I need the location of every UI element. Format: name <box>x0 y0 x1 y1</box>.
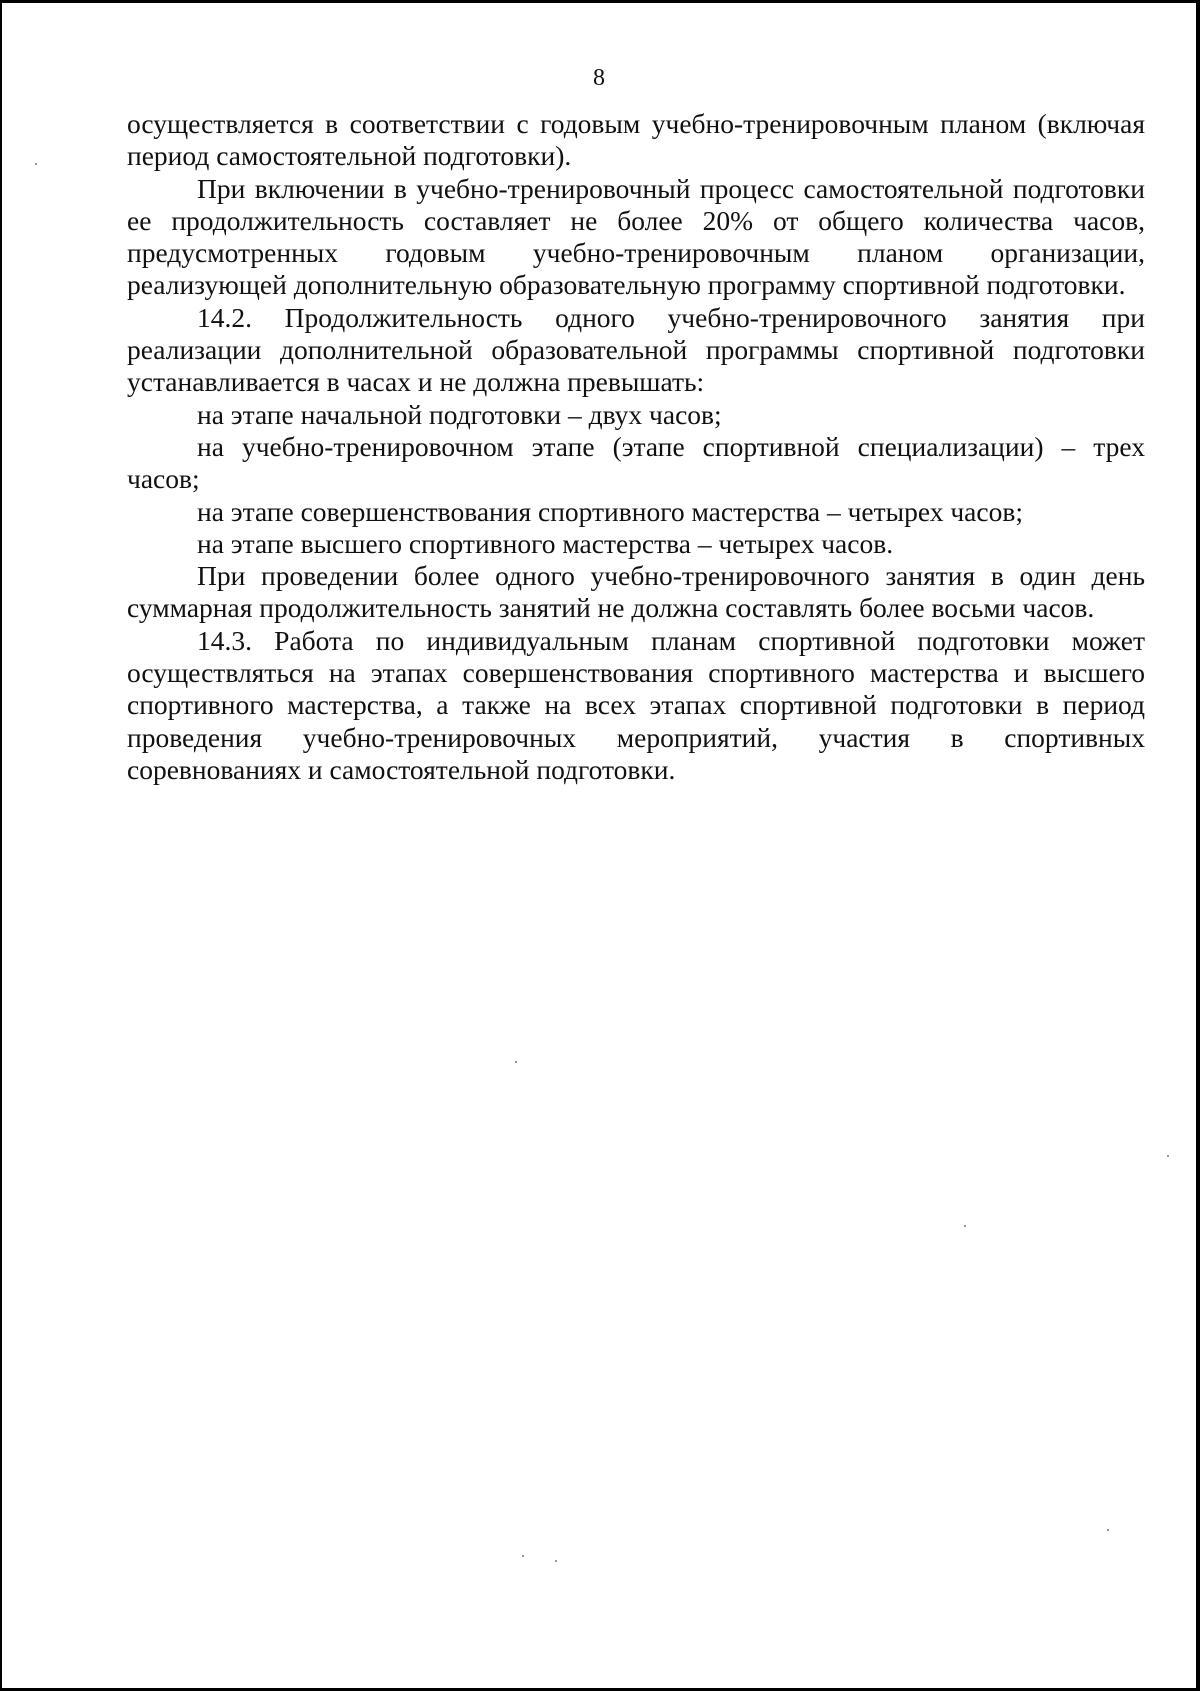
list-item-initial-stage: на этапе начальной подготовки – двух часов; <box>197 398 722 430</box>
scan-speck <box>964 1225 966 1227</box>
paragraph-14-2: 14.2. Продолжительность одного учебно-тренировочного занятия при реализации дополнительной образовательной программы спортивной подготовки устанавливается в часах и не должна превышать: <box>127 301 1145 398</box>
paragraph-multiple-sessions: При проведении более одного учебно-тренировочного занятия в один день суммарная продолжительность занятий не должна составлять более восьми часов. <box>127 560 1145 624</box>
scan-speck <box>515 1061 517 1063</box>
page-number: 8 <box>593 65 605 91</box>
paragraph-14-3: 14.3. Работа по индивидуальным планам спортивной подготовки может осуществляться на этапах совершенствования спортивного мастерства и высшего спортивного мастерства, а также на всех этапах спортивной подготовки в период проведения учебно-тренировочных мероприятий, участия в спортивных соревнованиях и самостоятельной подготовки. <box>127 624 1145 785</box>
scan-speck <box>522 1555 524 1557</box>
list-item-training-stage: на учебно-тренировочном этапе (этапе спортивной специализации) – трех часов; <box>127 430 1145 495</box>
paragraph-continuation: осуществляется в соответствии с годовым учебно-тренировочным планом (включая период самостоятельной подготовки). <box>127 108 1145 172</box>
list-item-improvement-stage: на этапе совершенствования спортивного мастерства – четырех часов; <box>197 495 1023 527</box>
scan-speck <box>35 163 37 165</box>
paragraph-self-training: При включении в учебно-тренировочный процесс самостоятельной подготовки ее продолжительность составляет не более 20% от общего количества часов, предусмотренных годовым учебно-тренировочным планом организации, реализующей дополнительную образовательную программу спортивной подготовки. <box>127 172 1145 301</box>
list-item-higher-stage: на этапе высшего спортивного мастерства – четырех часов. <box>197 527 894 559</box>
scan-speck <box>1167 1155 1169 1157</box>
document-body <box>127 108 1145 786</box>
scan-speck <box>1107 1529 1109 1531</box>
scan-speck <box>555 1560 557 1562</box>
